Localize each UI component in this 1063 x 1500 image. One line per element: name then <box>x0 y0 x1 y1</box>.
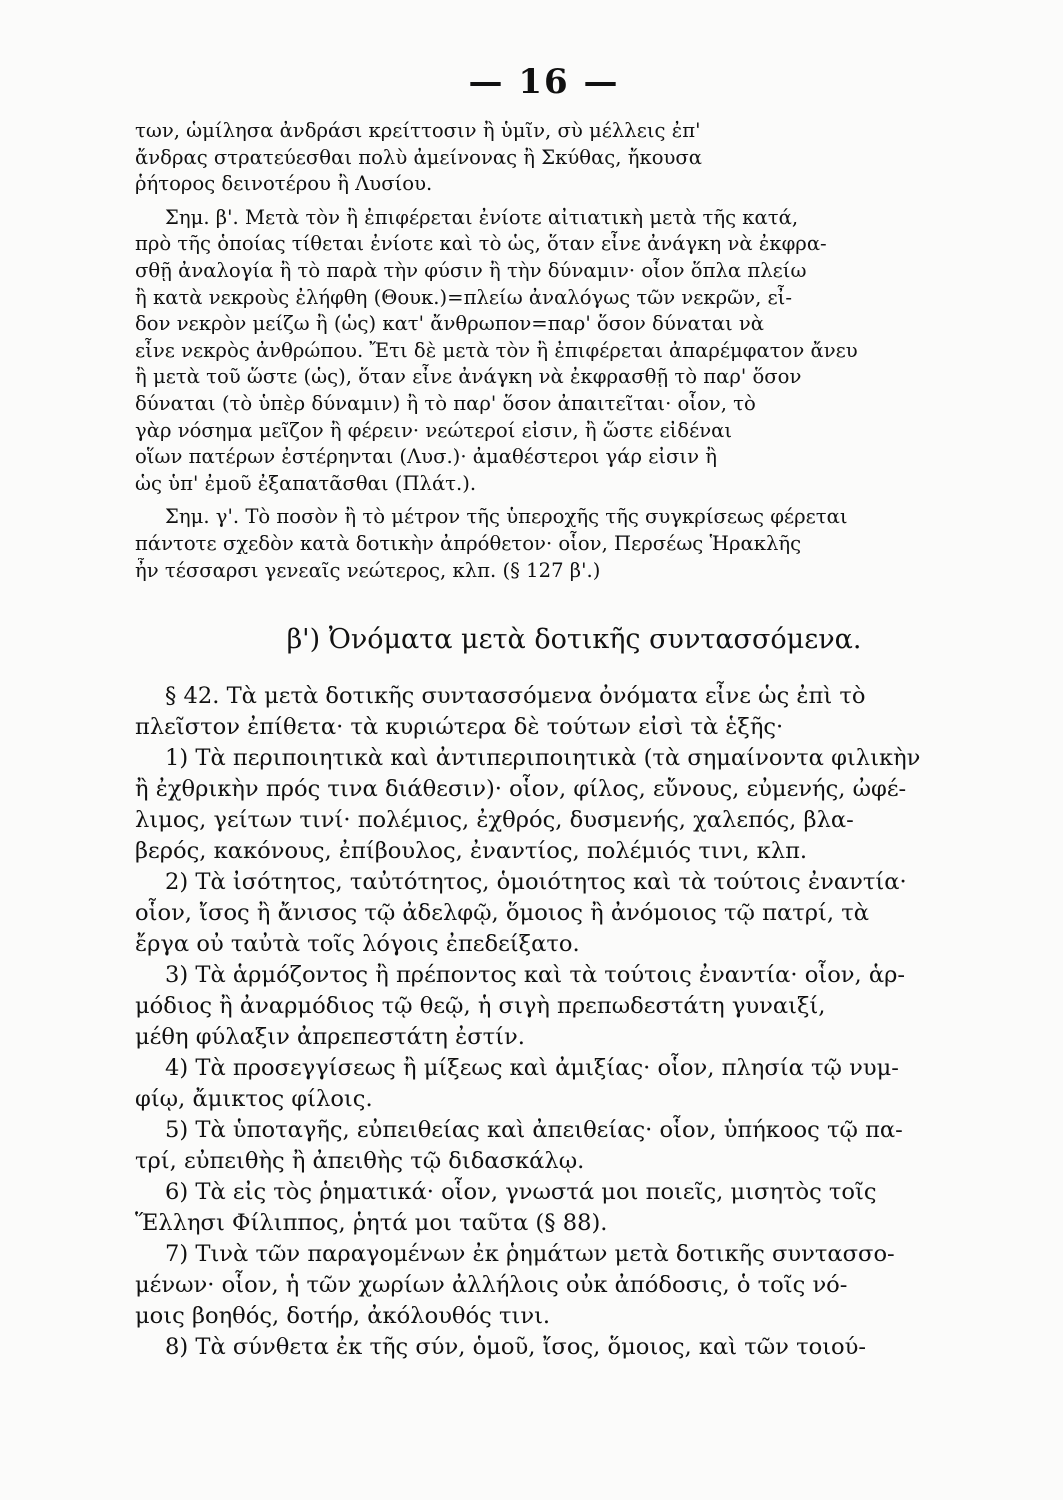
section-heading: β') Ὀνόματα μετὰ δοτικῆς συντασσόμενα. <box>286 624 862 656</box>
text-line: § 42. Τὰ μετὰ δοτικῆς συντασσόμενα ὀνόματα εἶνε ὡς ἐπὶ τὸ <box>165 683 866 710</box>
text-line: 3) Τὰ ἁρμόζοντος ἢ πρέποντος καὶ τὰ τούτοις ἐναντία· οἷον, ἁρ- <box>165 962 906 989</box>
text-line: πρὸ τῆς ὁποίας τίθεται ἐνίοτε καὶ τὸ ὡς, ὅταν εἶνε ἀνάγκη νὰ ἐκφρα- <box>135 232 827 256</box>
text-line: 1) Τὰ περιποιητικὰ καὶ ἀντιπεριποιητικὰ (τὰ σημαίνοντα φιλικὴν <box>165 745 921 772</box>
list-item-7 <box>135 1239 1013 1332</box>
text-line: λιμος, γείτων τινί· πολέμιος, ἐχθρός, δυσμενής, χαλεπός, βλα- <box>135 807 854 834</box>
text-line: 8) Τὰ σύνθετα ἐκ τῆς σύν, ὁμοῦ, ἴσος, ὅμοιος, καὶ τῶν τοιού- <box>165 1334 867 1361</box>
text-line: ἄνδρας στρατεύεσθαι πολὺ ἀμείνονας ἢ Σκύθας, ἤκουσα <box>135 145 703 169</box>
text-line: 7) Τινὰ τῶν παραγομένων ἐκ ῥημάτων μετὰ δοτικῆς συντασσο- <box>165 1241 895 1268</box>
text-line: ὡς ὑπ' ἐμοῦ ἐξαπατᾶσθαι (Πλάτ.). <box>135 471 477 495</box>
text-line: ἢ ἐχθρικὴν πρός τινα διάθεσιν)· οἷον, φίλος, εὔνους, εὐμενής, ὠφέ- <box>135 776 907 803</box>
text-line: μένων· οἷον, ἡ τῶν χωρίων ἀλλήλοις οὐκ ἀπόδοσις, ὁ τοῖς νό- <box>135 1272 848 1299</box>
note-gamma <box>135 504 1013 584</box>
list-item-5 <box>135 1115 1013 1177</box>
text-line: μοις βοηθός, δοτήρ, ἀκόλουθός τινι. <box>135 1303 551 1330</box>
text-line: γὰρ νόσημα μεῖζον ἢ φέρειν· νεώτεροί εἰσιν, ἢ ὥστε εἰδέναι <box>135 418 733 442</box>
list-item-4 <box>135 1053 1013 1115</box>
text-line: ἢ μετὰ τοῦ ὥστε (ὡς), ὅταν εἶνε ἀνάγκη νὰ ἐκφρασθῇ τὸ παρ' ὅσον <box>135 365 802 389</box>
paragraph-continuation <box>135 118 1013 198</box>
text-line: οἵων πατέρων ἐστέρηνται (Λυσ.)· ἀμαθέστεροι γάρ εἰσιν ἢ <box>135 445 717 469</box>
text-line: 2) Τὰ ἰσότητος, ταὐτότητος, ὁμοιότητος καὶ τὰ τούτοις ἐναντία· <box>165 869 907 896</box>
text-line: δύναται (τὸ ὑπὲρ δύναμιν) ἢ τὸ παρ' ὅσον ἀπαιτεῖται· οἷον, τὸ <box>135 391 756 415</box>
text-line: 6) Τὰ εἰς τὸς ῥηματικά· οἷον, γνωστά μοι ποιεῖς, μισητὸς τοῖς <box>165 1179 877 1206</box>
list-item-2 <box>135 867 1013 960</box>
notes-block <box>135 118 1013 584</box>
text-line: τρί, εὐπειθὴς ἢ ἀπειθὴς τῷ διδασκάλῳ. <box>135 1148 585 1175</box>
text-line: των, ὡμίλησα ἀνδράσι κρείττοσιν ἢ ὑμῖν, σὺ μέλλεις ἐπ' <box>135 119 701 142</box>
list-item-3 <box>135 960 1013 1053</box>
text-line: ῥήτορος δεινοτέρου ἢ Λυσίου. <box>135 172 433 196</box>
note-beta <box>135 205 1013 498</box>
list-item-6 <box>135 1177 1013 1239</box>
list-item-1 <box>135 743 1013 867</box>
text-line: σθῇ ἀναλογία ἢ τὸ παρὰ τὴν φύσιν ἢ τὴν δύναμιν· οἷον ὅπλα πλείω <box>135 258 807 282</box>
text-line: ἦν τέσσαρσι γενεαῖς νεώτερος, κλπ. (§ 127 β'.) <box>135 558 601 582</box>
text-line: ἔργα οὐ ταὐτὰ τοῖς λόγοις ἐπεδείξατο. <box>135 931 580 958</box>
text-line: βερός, κακόνους, ἐπίβουλος, ἐναντίος, πολέμιός τινι, κλπ. <box>135 838 808 865</box>
text-line: πλεῖστον ἐπίθετα· τὰ κυριώτερα δὲ τούτων εἰσὶ τὰ ἑξῆς· <box>135 714 784 741</box>
text-line: Σημ. β'. Μετὰ τὸν ἢ ἐπιφέρεται ἐνίοτε αἰτιατικὴ μετὰ τῆς κατά, <box>165 205 799 229</box>
text-line: δον νεκρὸν μείζω ἢ (ὡς) κατ' ἄνθρωπον=παρ' ὅσον δύναται νὰ <box>135 312 765 336</box>
page-number: — 16 — <box>468 62 620 102</box>
text-line: 5) Τὰ ὑποταγῆς, εὐπειθείας καὶ ἀπειθείας· οἷον, ὑπήκοος τῷ πα- <box>165 1117 903 1144</box>
text-line: ἢ κατὰ νεκροὺς ἐλήφθη (Θουκ.)=πλείω ἀναλόγως τῶν νεκρῶν, εἶ- <box>135 285 792 309</box>
text-line: εἶνε νεκρὸς ἀνθρώπου. Ἔτι δὲ μετὰ τὸν ἢ ἐπιφέρεται ἀπαρέμφατον ἄνευ <box>135 338 858 362</box>
list-item-8 <box>135 1332 1013 1363</box>
text-line: Σημ. γ'. Τὸ ποσὸν ἢ τὸ μέτρον τῆς ὑπεροχῆς τῆς συγκρίσεως φέρεται <box>165 505 848 529</box>
text-line: μέθη φύλαξιν ἀπρεπεστάτη ἐστίν. <box>135 1024 525 1051</box>
paragraph-42 <box>135 681 1013 743</box>
text-line: πάντοτε σχεδὸν κατὰ δοτικὴν ἀπρόθετον· οἷον, Περσέως Ἡρακλῆς <box>135 531 802 555</box>
main-text-block <box>135 681 1013 1363</box>
text-line: οἷον, ἴσος ἢ ἄνισος τῷ ἀδελφῷ, ὅμοιος ἢ ἀνόμοιος τῷ πατρί, τὰ <box>135 900 869 927</box>
text-line: μόδιος ἢ ἀναρμόδιος τῷ θεῷ, ἡ σιγὴ πρεπωδεστάτη γυναιξί, <box>135 993 826 1020</box>
text-line: φίῳ, ἄμικτος φίλοις. <box>135 1086 373 1113</box>
text-line: Ἕλλησι Φίλιππος, ῥητά μοι ταῦτα (§ 88). <box>135 1210 608 1237</box>
text-line: 4) Τὰ προσεγγίσεως ἢ μίξεως καὶ ἀμιξίας· οἷον, πλησία τῷ νυμ- <box>165 1055 899 1082</box>
